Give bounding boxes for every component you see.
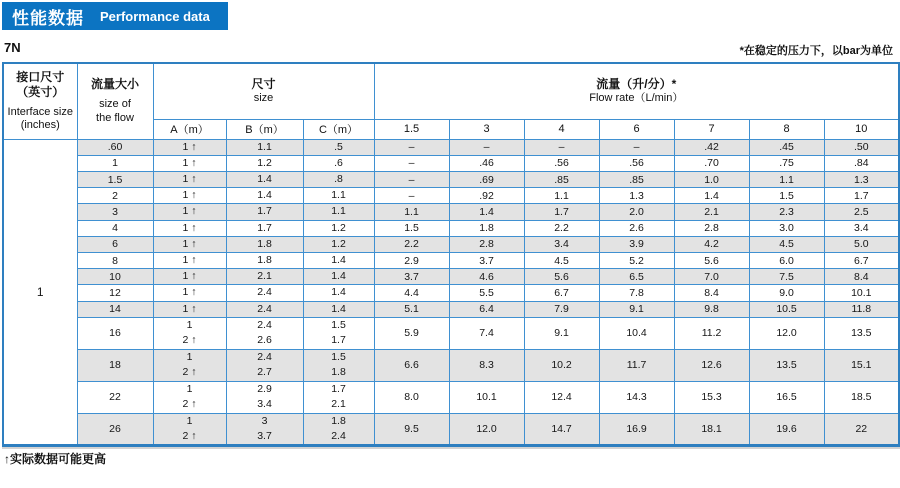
cell-flow-rate: 5.9 <box>374 317 449 349</box>
table-row <box>3 171 899 187</box>
cell-flow-rate: 11.7 <box>599 349 674 381</box>
cell-flow-rate: 1.3 <box>599 188 674 204</box>
cell-flow-rate: 4.6 <box>449 269 524 285</box>
text-line: Flow rate（L/min） <box>589 91 684 104</box>
cell-flow-size: .60 <box>77 139 153 155</box>
table-body <box>3 139 899 446</box>
cell-dim-b <box>226 413 303 445</box>
table-row <box>3 349 899 381</box>
cell-dim-a <box>153 381 226 413</box>
cell-flow-size: 1.5 <box>77 171 153 187</box>
cell-flow-rate: – <box>449 139 524 155</box>
cell-flow-rate: 1.3 <box>824 171 899 187</box>
cell-flow-size: 10 <box>77 269 153 285</box>
cell-flow-rate: 6.6 <box>374 349 449 381</box>
text-line: 1 ↑ <box>182 237 197 250</box>
cell-flow-rate: 5.1 <box>374 301 449 317</box>
flow-rate-col-header: 3 <box>449 119 524 139</box>
cell-dim-b <box>226 220 303 236</box>
flow-rate-col-header: 1.5 <box>374 119 449 139</box>
cell-flow-rate: 2.0 <box>599 204 674 220</box>
text-line: 1.7 <box>331 334 346 347</box>
cell-flow-rate: 2.8 <box>674 220 749 236</box>
cell-flow-rate: 9.0 <box>749 285 824 301</box>
cell-flow-rate: 4.5 <box>749 236 824 252</box>
cell-flow-rate: 3.7 <box>374 269 449 285</box>
flow-rate-col-header: 6 <box>599 119 674 139</box>
flow-rate-col-header: 4 <box>524 119 599 139</box>
cell-flow-size: 4 <box>77 220 153 236</box>
text-line: 1.7 <box>257 221 272 234</box>
arrow-footnote: ↑实际数据可能更高 <box>4 452 107 466</box>
cell-dim-b <box>226 171 303 187</box>
cell-flow-rate: – <box>374 171 449 187</box>
cell-flow-rate: 12.0 <box>449 413 524 445</box>
size-col-header: C（m） <box>303 119 374 139</box>
cell-flow-rate: 8.3 <box>449 349 524 381</box>
cell-dim-c <box>303 285 374 301</box>
cell-flow-rate: 15.3 <box>674 381 749 413</box>
text-line: 1.4 <box>331 286 346 299</box>
text-line: 1.2 <box>257 156 272 169</box>
cell-dim-c <box>303 139 374 155</box>
cell-flow-rate: .69 <box>449 171 524 187</box>
cell-flow-rate: 2.9 <box>374 253 449 269</box>
text-line: 1.8 <box>331 414 346 427</box>
flow-rate-col-header: 10 <box>824 119 899 139</box>
cell-flow-rate: 9.1 <box>599 301 674 317</box>
cell-flow-rate: .92 <box>449 188 524 204</box>
cell-flow-size: 12 <box>77 285 153 301</box>
pressure-unit-note: *在稳定的压力下，以bar为单位 <box>739 45 893 57</box>
cell-dim-a <box>153 171 226 187</box>
text-line: 尺寸 <box>251 76 276 91</box>
cell-flow-rate: 2.2 <box>524 220 599 236</box>
cell-dim-a <box>153 301 226 317</box>
text-line: 2 ↑ <box>182 398 197 411</box>
cell-flow-rate: 19.6 <box>749 413 824 445</box>
cell-flow-rate: 10.4 <box>599 317 674 349</box>
flow-rate-col-header: 7 <box>674 119 749 139</box>
cell-dim-a <box>153 204 226 220</box>
cell-flow-rate: 11.8 <box>824 301 899 317</box>
cell-dim-c <box>303 253 374 269</box>
performance-table <box>2 62 900 447</box>
cell-dim-c <box>303 236 374 252</box>
cell-flow-rate: 5.2 <box>599 253 674 269</box>
text-line: 1 ↑ <box>182 205 197 218</box>
text-line: 2 ↑ <box>182 334 197 347</box>
cell-flow-rate: 6.7 <box>824 253 899 269</box>
cell-flow-rate: 4.5 <box>524 253 599 269</box>
cell-flow-rate: 7.9 <box>524 301 599 317</box>
cell-flow-rate: 15.1 <box>824 349 899 381</box>
text-line: 2.7 <box>257 366 272 379</box>
text-line: Interface size <box>7 105 73 118</box>
cell-flow-rate: 9.8 <box>674 301 749 317</box>
cell-flow-rate: – <box>374 155 449 171</box>
cell-dim-c <box>303 188 374 204</box>
cell-flow-rate: 13.5 <box>824 317 899 349</box>
table-row <box>3 188 899 204</box>
flow-size-header <box>77 63 153 139</box>
text-line: the flow <box>96 111 134 124</box>
interface-size-value: 1 <box>3 139 77 446</box>
table-row <box>3 236 899 252</box>
cell-flow-rate: 1.5 <box>374 220 449 236</box>
cell-flow-rate: 1.1 <box>749 171 824 187</box>
cell-flow-rate: 1.4 <box>449 204 524 220</box>
size-col-header: B（m） <box>226 119 303 139</box>
cell-flow-rate: 12.0 <box>749 317 824 349</box>
cell-flow-rate: .56 <box>524 155 599 171</box>
cell-dim-b <box>226 269 303 285</box>
cell-dim-a <box>153 317 226 349</box>
cell-flow-rate: 9.1 <box>524 317 599 349</box>
size-col-header: A（m） <box>153 119 226 139</box>
cell-flow-rate: 13.5 <box>749 349 824 381</box>
text-line: 2.4 <box>331 430 346 443</box>
cell-flow-rate: 3.0 <box>749 220 824 236</box>
text-line: size of <box>99 98 131 110</box>
cell-flow-size: 2 <box>77 188 153 204</box>
cell-flow-rate: 5.0 <box>824 236 899 252</box>
cell-flow-rate: 3.9 <box>599 236 674 252</box>
cell-dim-a <box>153 139 226 155</box>
cell-flow-size: 8 <box>77 253 153 269</box>
cell-flow-rate: .46 <box>449 155 524 171</box>
cell-flow-size: 3 <box>77 204 153 220</box>
cell-dim-b <box>226 301 303 317</box>
text-line: 2.4 <box>257 319 272 332</box>
table-row <box>3 317 899 349</box>
cell-flow-rate: 1.0 <box>674 171 749 187</box>
section-title-en: Performance data <box>100 8 210 24</box>
cell-dim-c <box>303 349 374 381</box>
text-line: 1.4 <box>257 189 272 202</box>
cell-flow-rate: 5.5 <box>449 285 524 301</box>
text-line: 1 ↑ <box>182 254 197 267</box>
cell-flow-rate: 16.5 <box>749 381 824 413</box>
cell-flow-size: 18 <box>77 349 153 381</box>
cell-dim-b <box>226 188 303 204</box>
text-line: 2.1 <box>257 270 272 283</box>
cell-flow-rate: .85 <box>524 171 599 187</box>
text-line: 1 ↑ <box>182 189 197 202</box>
cell-dim-a <box>153 220 226 236</box>
text-line: 1 ↑ <box>182 172 197 185</box>
text-line: 1 <box>186 319 193 332</box>
flow-rate-col-header: 8 <box>749 119 824 139</box>
text-line: 2.4 <box>257 351 272 364</box>
cell-dim-b <box>226 155 303 171</box>
cell-flow-rate: 2.2 <box>374 236 449 252</box>
table-row <box>3 381 899 413</box>
cell-dim-c <box>303 220 374 236</box>
cell-flow-rate: 16.9 <box>599 413 674 445</box>
cell-dim-b <box>226 204 303 220</box>
text-line: 1 <box>186 414 193 427</box>
cell-flow-rate: 1.5 <box>749 188 824 204</box>
model-label: 7N <box>4 40 21 55</box>
cell-dim-c <box>303 301 374 317</box>
cell-flow-rate: 3.4 <box>524 236 599 252</box>
text-line: 1 ↑ <box>182 221 197 234</box>
table-head <box>3 63 899 139</box>
cell-dim-b <box>226 349 303 381</box>
cell-dim-c <box>303 171 374 187</box>
text-line: 1.8 <box>331 366 346 379</box>
text-line: .8 <box>334 172 343 185</box>
cell-dim-b <box>226 236 303 252</box>
cell-flow-size: 1 <box>77 155 153 171</box>
text-line: 1.5 <box>331 319 346 332</box>
table-row <box>3 301 899 317</box>
flow-rate-header <box>374 63 899 119</box>
cell-flow-rate: 5.6 <box>524 269 599 285</box>
text-line: 流量（升/分）* <box>596 76 677 91</box>
cell-flow-rate: .70 <box>674 155 749 171</box>
text-line: 流量大小 <box>90 77 139 91</box>
cell-dim-a <box>153 188 226 204</box>
cell-flow-rate: 14.7 <box>524 413 599 445</box>
cell-flow-rate: 12.6 <box>674 349 749 381</box>
cell-flow-rate: 1.7 <box>524 204 599 220</box>
cell-flow-rate: .85 <box>599 171 674 187</box>
cell-flow-rate: 8.0 <box>374 381 449 413</box>
text-line: 1 <box>186 351 193 364</box>
cell-flow-size: 22 <box>77 381 153 413</box>
text-line: 3.4 <box>257 398 272 411</box>
cell-flow-rate: 10.2 <box>524 349 599 381</box>
size-header <box>153 63 374 119</box>
text-line: 1.2 <box>331 221 346 234</box>
text-line: 2 ↑ <box>182 430 197 443</box>
interface-size-header <box>3 63 77 139</box>
text-line: 1.7 <box>257 205 272 218</box>
cell-flow-rate: – <box>374 139 449 155</box>
table-row <box>3 413 899 445</box>
cell-flow-size: 26 <box>77 413 153 445</box>
cell-flow-rate: 10.1 <box>824 285 899 301</box>
cell-flow-rate: 2.5 <box>824 204 899 220</box>
cell-dim-c <box>303 204 374 220</box>
text-line: 1.1 <box>257 140 272 153</box>
cell-flow-rate: 1.1 <box>524 188 599 204</box>
table-row <box>3 220 899 236</box>
table-row <box>3 253 899 269</box>
cell-flow-rate: .75 <box>749 155 824 171</box>
text-line: 1.7 <box>331 383 346 396</box>
cell-flow-rate: .45 <box>749 139 824 155</box>
cell-flow-rate: 10.5 <box>749 301 824 317</box>
cell-dim-b <box>226 253 303 269</box>
cell-flow-rate: 3.4 <box>824 220 899 236</box>
text-line: 1 ↑ <box>182 286 197 299</box>
cell-flow-rate: 2.6 <box>599 220 674 236</box>
cell-flow-rate: 18.5 <box>824 381 899 413</box>
cell-flow-rate: 1.1 <box>374 204 449 220</box>
cell-flow-rate: 12.4 <box>524 381 599 413</box>
section-title-banner <box>2 2 228 30</box>
cell-flow-rate: 2.1 <box>674 204 749 220</box>
text-line: 2.4 <box>257 286 272 299</box>
cell-flow-rate: 6.7 <box>524 285 599 301</box>
table-row <box>3 139 899 155</box>
cell-flow-rate: 11.2 <box>674 317 749 349</box>
cell-flow-rate: .50 <box>824 139 899 155</box>
cell-flow-rate: 14.3 <box>599 381 674 413</box>
text-line: 1.4 <box>257 172 272 185</box>
text-line: 接口尺寸 <box>16 69 65 84</box>
text-line: （英寸） <box>16 84 65 99</box>
cell-flow-rate: 8.4 <box>824 269 899 285</box>
cell-flow-rate: 1.7 <box>824 188 899 204</box>
cell-dim-a <box>153 285 226 301</box>
cell-dim-a <box>153 269 226 285</box>
text-line: 1.1 <box>331 189 346 202</box>
text-line: 2.6 <box>257 334 272 347</box>
cell-dim-b <box>226 285 303 301</box>
cell-flow-rate: – <box>599 139 674 155</box>
cell-flow-rate: 22 <box>824 413 899 445</box>
cell-dim-c <box>303 413 374 445</box>
text-line: 1.5 <box>331 351 346 364</box>
cell-flow-rate: 1.4 <box>674 188 749 204</box>
text-line: 3.7 <box>257 430 272 443</box>
cell-flow-rate: 5.6 <box>674 253 749 269</box>
cell-dim-b <box>226 381 303 413</box>
cell-flow-rate: – <box>374 188 449 204</box>
text-line: 1.4 <box>331 270 346 283</box>
text-line: .6 <box>334 156 343 169</box>
cell-flow-rate: 6.0 <box>749 253 824 269</box>
cell-flow-rate: 1.8 <box>449 220 524 236</box>
cell-dim-c <box>303 317 374 349</box>
text-line: 1 ↑ <box>182 140 197 153</box>
table-header-row <box>3 63 899 119</box>
cell-dim-c <box>303 155 374 171</box>
cell-flow-rate: 3.7 <box>449 253 524 269</box>
table-row <box>3 285 899 301</box>
cell-flow-size: 6 <box>77 236 153 252</box>
text-line: .5 <box>334 140 343 153</box>
table-row <box>3 155 899 171</box>
cell-flow-rate: 9.5 <box>374 413 449 445</box>
cell-flow-rate: 4.2 <box>674 236 749 252</box>
cell-dim-b <box>226 139 303 155</box>
text-line: 3 <box>261 414 268 427</box>
text-line: 1.8 <box>257 237 272 250</box>
cell-flow-rate: .84 <box>824 155 899 171</box>
text-line: size <box>253 91 274 104</box>
text-line: (inches) <box>20 119 60 132</box>
cell-dim-a <box>153 413 226 445</box>
cell-dim-a <box>153 253 226 269</box>
text-line: 1.2 <box>331 237 346 250</box>
text-line: 2.4 <box>257 302 272 315</box>
cell-flow-rate: 7.4 <box>449 317 524 349</box>
cell-flow-rate: 2.8 <box>449 236 524 252</box>
text-line: 2.9 <box>257 383 272 396</box>
cell-flow-size: 16 <box>77 317 153 349</box>
text-line: 2.1 <box>331 398 346 411</box>
text-line: 1 ↑ <box>182 270 197 283</box>
cell-flow-rate: .56 <box>599 155 674 171</box>
section-title-cn: 性能数据 <box>12 8 84 28</box>
cell-dim-a <box>153 155 226 171</box>
cell-dim-a <box>153 349 226 381</box>
cell-flow-rate: 7.5 <box>749 269 824 285</box>
text-line: 1 <box>186 383 193 396</box>
text-line: 1 ↑ <box>182 302 197 315</box>
cell-flow-rate: 7.8 <box>599 285 674 301</box>
cell-flow-rate: 10.1 <box>449 381 524 413</box>
cell-flow-rate: 18.1 <box>674 413 749 445</box>
text-line: 2 ↑ <box>182 366 197 379</box>
cell-flow-rate: 7.0 <box>674 269 749 285</box>
cell-flow-rate: 6.4 <box>449 301 524 317</box>
cell-dim-c <box>303 269 374 285</box>
cell-dim-a <box>153 236 226 252</box>
text-line: 1.8 <box>257 254 272 267</box>
cell-flow-rate: .42 <box>674 139 749 155</box>
table-row <box>3 204 899 220</box>
cell-flow-rate: 8.4 <box>674 285 749 301</box>
text-line: 1.1 <box>331 205 346 218</box>
cell-flow-rate: 2.3 <box>749 204 824 220</box>
cell-flow-size: 14 <box>77 301 153 317</box>
cell-dim-b <box>226 317 303 349</box>
text-line: 1.4 <box>331 254 346 267</box>
cell-dim-c <box>303 381 374 413</box>
text-line: 1 ↑ <box>182 156 197 169</box>
cell-flow-rate: 6.5 <box>599 269 674 285</box>
table-row <box>3 269 899 285</box>
cell-flow-rate: – <box>524 139 599 155</box>
cell-flow-rate: 4.4 <box>374 285 449 301</box>
text-line: 1.4 <box>331 302 346 315</box>
